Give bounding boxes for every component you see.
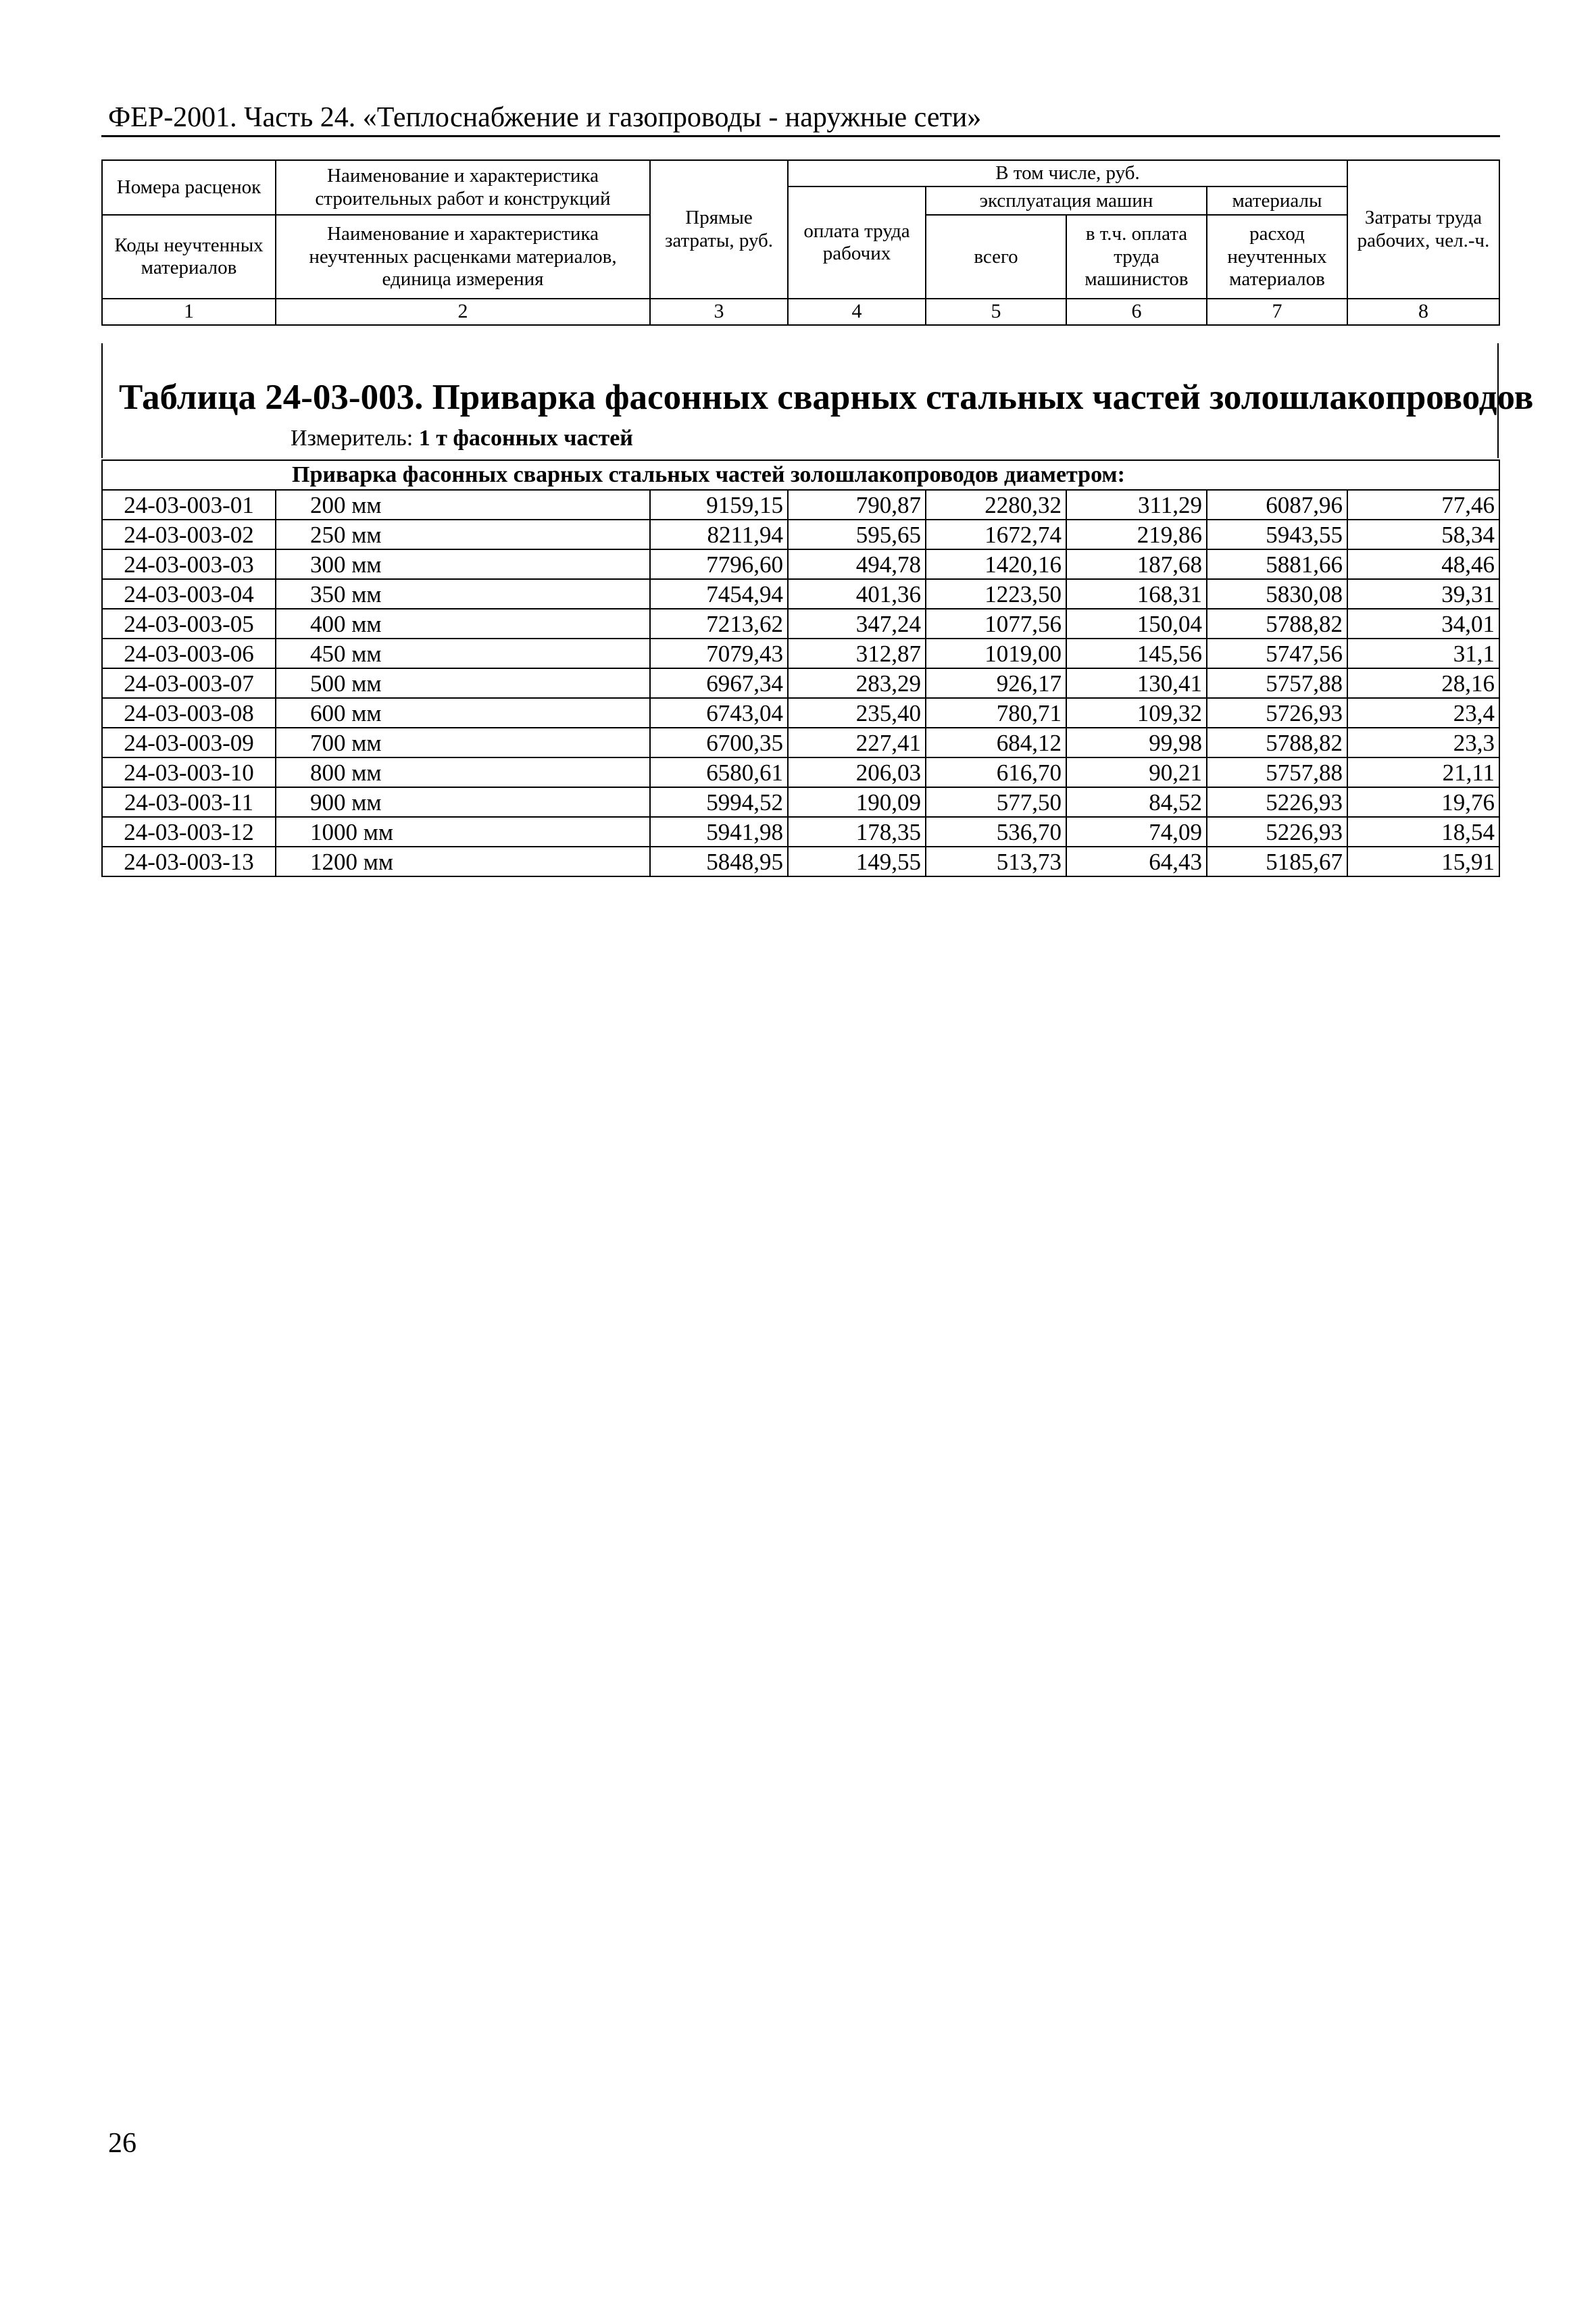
machinists-pay-cell: 74,09 [1066, 817, 1207, 847]
machines-total-cell: 577,50 [926, 787, 1066, 817]
machinists-pay-cell: 150,04 [1066, 609, 1207, 639]
labor-pay-cell: 401,36 [788, 579, 926, 609]
direct-costs-cell: 6743,04 [650, 698, 788, 728]
column-number: 5 [926, 299, 1066, 325]
machines-total-cell: 1019,00 [926, 639, 1066, 668]
table-row [102, 757, 1499, 787]
machinists-pay-cell: 130,41 [1066, 668, 1207, 698]
rate-code-cell: 24-03-003-04 [102, 579, 276, 609]
diameter-cell: 700 мм [276, 728, 650, 757]
machines-total-cell: 2280,32 [926, 490, 1066, 520]
machines-total-cell: 1420,16 [926, 549, 1066, 579]
machinists-pay-cell: 99,98 [1066, 728, 1207, 757]
direct-costs-cell: 6580,61 [650, 757, 788, 787]
labor-hours-cell: 31,1 [1347, 639, 1499, 668]
table-title: Таблица 24-03-003. Приварка фасонных сварных стальных частей золошлакопроводов [119, 378, 1534, 417]
machines-total-cell: 684,12 [926, 728, 1066, 757]
header-labor-hours: Затраты труда рабочих, чел.-ч. [1347, 160, 1499, 299]
diameter-cell: 900 мм [276, 787, 650, 817]
direct-costs-cell: 7213,62 [650, 609, 788, 639]
materials-cost-cell: 5185,67 [1207, 847, 1347, 876]
header-material-codes: Коды неучтенных материалов [102, 215, 276, 299]
labor-hours-cell: 21,11 [1347, 757, 1499, 787]
machinists-pay-cell: 219,86 [1066, 520, 1207, 549]
materials-cost-cell: 5226,93 [1207, 817, 1347, 847]
rate-code-cell: 24-03-003-07 [102, 668, 276, 698]
header-machinists-pay: в т.ч. оплата труда машинистов [1066, 215, 1207, 299]
machinists-pay-cell: 311,29 [1066, 490, 1207, 520]
diameter-cell: 200 мм [276, 490, 650, 520]
rates-table [101, 459, 1500, 877]
diameter-cell: 600 мм [276, 698, 650, 728]
column-number: 6 [1066, 299, 1207, 325]
machinists-pay-cell: 109,32 [1066, 698, 1207, 728]
direct-costs-cell: 7454,94 [650, 579, 788, 609]
labor-pay-cell: 190,09 [788, 787, 926, 817]
header-rate-numbers: Номера расценок [102, 160, 276, 215]
header-material-names: Наименование и характеристика неучтенных расценками материалов, единица измерения [276, 215, 650, 299]
labor-pay-cell: 595,65 [788, 520, 926, 549]
direct-costs-cell: 9159,15 [650, 490, 788, 520]
labor-hours-cell: 58,34 [1347, 520, 1499, 549]
direct-costs-cell: 7796,60 [650, 549, 788, 579]
rate-code-cell: 24-03-003-08 [102, 698, 276, 728]
diameter-cell: 800 мм [276, 757, 650, 787]
table-row [102, 847, 1499, 876]
rate-code-cell: 24-03-003-09 [102, 728, 276, 757]
materials-cost-cell: 5226,93 [1207, 787, 1347, 817]
machines-total-cell: 1077,56 [926, 609, 1066, 639]
labor-pay-cell: 149,55 [788, 847, 926, 876]
diameter-cell: 1200 мм [276, 847, 650, 876]
table-row [102, 698, 1499, 728]
column-number: 3 [650, 299, 788, 325]
header-unaccounted-materials: расход неучтенных материалов [1207, 215, 1347, 299]
materials-cost-cell: 5757,88 [1207, 757, 1347, 787]
machines-total-cell: 1223,50 [926, 579, 1066, 609]
header-labor-pay: оплата труда рабочих [788, 186, 926, 299]
materials-cost-cell: 5788,82 [1207, 609, 1347, 639]
direct-costs-cell: 5994,52 [650, 787, 788, 817]
column-number: 1 [102, 299, 276, 325]
machinists-pay-cell: 64,43 [1066, 847, 1207, 876]
diameter-cell: 350 мм [276, 579, 650, 609]
labor-hours-cell: 19,76 [1347, 787, 1499, 817]
machines-total-cell: 1672,74 [926, 520, 1066, 549]
header-work-name: Наименование и характеристика строительных работ и конструкций [276, 160, 650, 215]
direct-costs-cell: 6700,35 [650, 728, 788, 757]
column-number: 8 [1347, 299, 1499, 325]
materials-cost-cell: 6087,96 [1207, 490, 1347, 520]
table-row [102, 787, 1499, 817]
labor-pay-cell: 206,03 [788, 757, 926, 787]
materials-cost-cell: 5757,88 [1207, 668, 1347, 698]
column-header-table [101, 159, 1500, 326]
labor-pay-cell: 178,35 [788, 817, 926, 847]
direct-costs-cell: 5848,95 [650, 847, 788, 876]
rate-code-cell: 24-03-003-06 [102, 639, 276, 668]
table-row [102, 490, 1499, 520]
materials-cost-cell: 5788,82 [1207, 728, 1347, 757]
direct-costs-cell: 7079,43 [650, 639, 788, 668]
table-row [102, 549, 1499, 579]
diameter-cell: 250 мм [276, 520, 650, 549]
direct-costs-cell: 5941,98 [650, 817, 788, 847]
materials-cost-cell: 5747,56 [1207, 639, 1347, 668]
table-row [102, 668, 1499, 698]
meter-line [291, 426, 633, 451]
diameter-cell: 500 мм [276, 668, 650, 698]
direct-costs-cell: 6967,34 [650, 668, 788, 698]
labor-pay-cell: 312,87 [788, 639, 926, 668]
table-row [102, 817, 1499, 847]
page-number: 26 [108, 2128, 136, 2159]
labor-pay-cell: 347,24 [788, 609, 926, 639]
labor-hours-cell: 48,46 [1347, 549, 1499, 579]
machinists-pay-cell: 84,52 [1066, 787, 1207, 817]
header-direct-costs: Прямые затраты, руб. [650, 160, 788, 299]
labor-hours-cell: 23,3 [1347, 728, 1499, 757]
diameter-cell: 450 мм [276, 639, 650, 668]
labor-pay-cell: 283,29 [788, 668, 926, 698]
labor-pay-cell: 235,40 [788, 698, 926, 728]
rate-code-cell: 24-03-003-10 [102, 757, 276, 787]
group-title: Приварка фасонных сварных стальных частей золошлакопроводов диаметром: [102, 460, 1499, 490]
machines-total-cell: 780,71 [926, 698, 1066, 728]
machines-total-cell: 616,70 [926, 757, 1066, 787]
labor-hours-cell: 77,46 [1347, 490, 1499, 520]
rate-code-cell: 24-03-003-01 [102, 490, 276, 520]
labor-hours-cell: 28,16 [1347, 668, 1499, 698]
table-row [102, 609, 1499, 639]
document-header: ФЕР-2001. Часть 24. «Теплоснабжение и газопроводы - наружные сети» [108, 102, 982, 133]
header-including: В том числе, руб. [788, 160, 1347, 186]
diameter-cell: 300 мм [276, 549, 650, 579]
labor-pay-cell: 790,87 [788, 490, 926, 520]
column-number: 4 [788, 299, 926, 325]
direct-costs-cell: 8211,94 [650, 520, 788, 549]
rate-code-cell: 24-03-003-03 [102, 549, 276, 579]
materials-cost-cell: 5881,66 [1207, 549, 1347, 579]
diameter-cell: 400 мм [276, 609, 650, 639]
machinists-pay-cell: 168,31 [1066, 579, 1207, 609]
rate-code-cell: 24-03-003-11 [102, 787, 276, 817]
machines-total-cell: 513,73 [926, 847, 1066, 876]
column-number: 2 [276, 299, 650, 325]
machines-total-cell: 536,70 [926, 817, 1066, 847]
rate-code-cell: 24-03-003-13 [102, 847, 276, 876]
labor-pay-cell: 494,78 [788, 549, 926, 579]
materials-cost-cell: 5726,93 [1207, 698, 1347, 728]
header-materials: материалы [1207, 186, 1347, 215]
labor-hours-cell: 18,54 [1347, 817, 1499, 847]
rate-code-cell: 24-03-003-02 [102, 520, 276, 549]
meter-value: 1 т фасонных частей [418, 426, 633, 451]
labor-hours-cell: 39,31 [1347, 579, 1499, 609]
materials-cost-cell: 5830,08 [1207, 579, 1347, 609]
header-machines-total: всего [926, 215, 1066, 299]
materials-cost-cell: 5943,55 [1207, 520, 1347, 549]
machinists-pay-cell: 145,56 [1066, 639, 1207, 668]
rate-code-cell: 24-03-003-05 [102, 609, 276, 639]
meter-label: Измеритель: [291, 426, 414, 451]
machinists-pay-cell: 187,68 [1066, 549, 1207, 579]
column-number: 7 [1207, 299, 1347, 325]
labor-hours-cell: 23,4 [1347, 698, 1499, 728]
rate-code-cell: 24-03-003-12 [102, 817, 276, 847]
labor-hours-cell: 34,01 [1347, 609, 1499, 639]
labor-pay-cell: 227,41 [788, 728, 926, 757]
table-row [102, 520, 1499, 549]
header-machines: эксплуатация машин [926, 186, 1207, 215]
labor-hours-cell: 15,91 [1347, 847, 1499, 876]
table-row [102, 728, 1499, 757]
machinists-pay-cell: 90,21 [1066, 757, 1207, 787]
diameter-cell: 1000 мм [276, 817, 650, 847]
table-row [102, 579, 1499, 609]
header-rule [101, 135, 1500, 137]
table-row [102, 639, 1499, 668]
machines-total-cell: 926,17 [926, 668, 1066, 698]
